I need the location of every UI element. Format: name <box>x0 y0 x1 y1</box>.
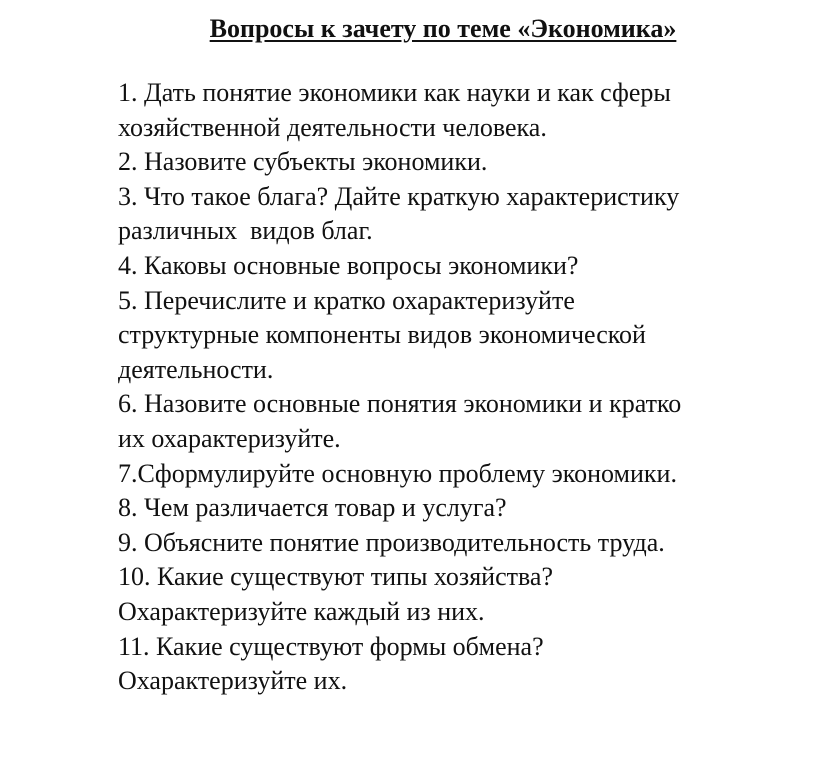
question-line: Охарактеризуйте каждый из них. <box>118 596 485 626</box>
question-item-4 <box>118 249 818 284</box>
question-line: 7.Сформулируйте основную проблему экономики. <box>118 458 677 488</box>
question-line: 5. Перечислите и кратко охарактеризуйте <box>118 285 575 315</box>
question-line: различных видов благ. <box>118 216 373 246</box>
question-item-11 <box>118 630 818 699</box>
question-line: 3. Что такое блага? Дайте краткую характеристику <box>118 181 680 211</box>
question-line: 10. Какие существуют типы хозяйства? <box>118 562 553 592</box>
question-line: их охарактеризуйте. <box>118 423 341 453</box>
question-line: 1. Дать понятие экономики как науки и как сферы <box>118 78 671 107</box>
question-line: структурные компоненты видов экономической <box>118 320 646 350</box>
question-list <box>118 76 818 699</box>
question-item-7 <box>118 457 818 492</box>
question-line: 11. Какие существуют формы обмена? <box>118 631 544 661</box>
question-item-8 <box>118 491 818 526</box>
question-item-5 <box>118 284 818 388</box>
question-item-2 <box>118 145 818 180</box>
question-item-9 <box>118 526 818 561</box>
question-item-10 <box>118 560 818 629</box>
question-line: Охарактеризуйте их. <box>118 666 348 696</box>
document-title: Вопросы к зачету по теме «Экономика» <box>209 14 677 43</box>
question-line: 2. Назовите субъекты экономики. <box>118 147 488 177</box>
question-item-3 <box>118 180 818 249</box>
question-line: 8. Чем различается товар и услуга? <box>118 493 507 523</box>
question-line: 9. Объясните понятие производительность труда. <box>118 527 665 557</box>
question-item-1 <box>118 76 818 145</box>
question-line: хозяйственной деятельности человека. <box>118 112 547 142</box>
question-line: 4. Каковы основные вопросы экономики? <box>118 250 579 280</box>
question-line: деятельности. <box>118 354 274 384</box>
question-line: 6. Назовите основные понятия экономики и кратко <box>118 389 682 419</box>
question-item-6 <box>118 387 818 456</box>
